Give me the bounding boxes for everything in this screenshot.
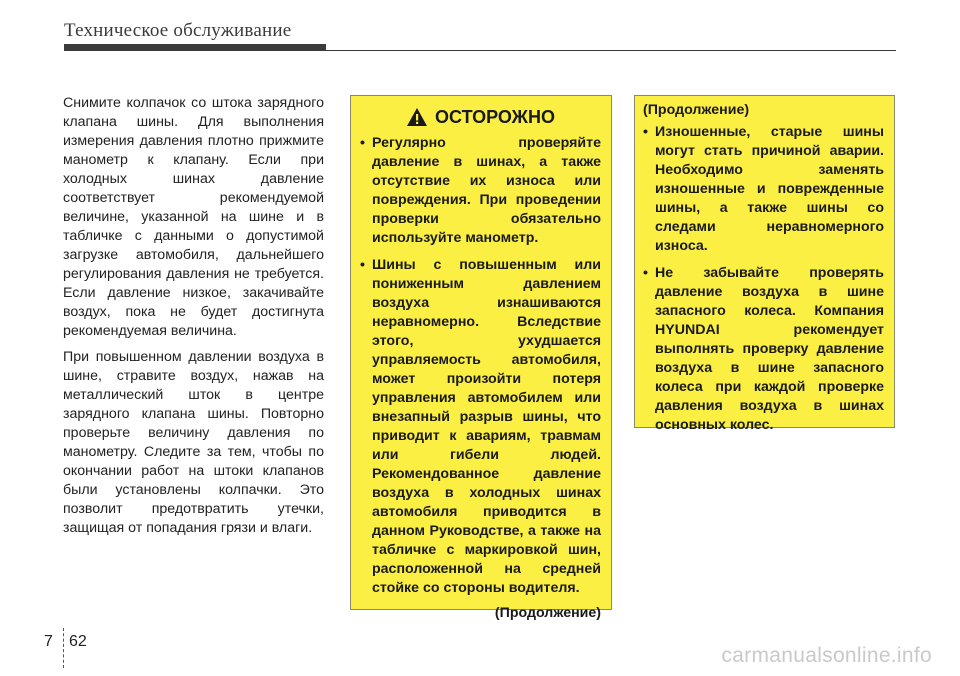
body-text-column [63,94,324,545]
header-rule [64,50,896,51]
continuation-title: (Продолжение) [643,102,750,118]
continuation-box [634,95,895,433]
bullet-icon: • [643,124,648,140]
warning-item-text: Шины с повышенным или пониженным давлением воздуха изнашиваются неравномерно. Вследствие этого, ухудшается управляемость автомобиля, может произойти потеря управления автомобилем или внезапный разрыв шины, что приводит к авариям, травмам или гибели людей. Рекомендованное давление воздуха в холодных шинах автомобиля приводится в данном Руководстве, а также на табличке с маркировкой шин, расположенной на средней стойке со стороны водителя. [372,257,601,596]
warning-heading [360,106,601,128]
page-number-divider [63,628,65,668]
body-paragraph: Снимите колпачок со штока зарядного клапана шины. Для выполнения измерения давления плотно прижмите манометр к клапану. Если при холодных шинах давление соответствует рекомендуемой величине, указанной на шине и в табличке с данными о допустимой загрузке автомобиля, дальнейшего регулирования давления не требуется. Если давление низкое, закачивайте воздух, пока не будет достигнута рекомендуемая величина. [63,95,324,339]
watermark: carmanualsonline.info [721,644,932,667]
warning-item [360,134,601,248]
warning-title: ОСТОРОЖНО [435,107,555,127]
continuation-item-text: Изношенные, старые шины могут стать причиной аварии. Необходимо заменять изношенные и поврежденные шины, а также шины со следами неравномерного износа. [655,124,884,254]
warning-item-text: Регулярно проверяйте давление в шинах, а также отсутствие их износа или повреждения. При проведении проверки обязательно используйте манометр. [372,135,601,246]
page-header-title: Техническое обслуживание [64,20,292,41]
section-number: 7 [44,633,53,650]
page-number: 62 [69,633,87,650]
bullet-icon: • [360,135,365,151]
continuation-list [643,123,884,435]
continuation-item [643,123,884,256]
bullet-icon: • [360,257,365,273]
continuation-item [643,264,884,435]
warning-list [360,134,601,598]
warning-continued-label: (Продолжение) [494,605,601,621]
bullet-icon: • [643,265,648,281]
body-paragraph: При повышенном давлении воздуха в шине, стравите воздух, нажав на металлический шток в центре зарядного клапана шины. Повторно проверьте величину давления по манометру. Следите за тем, чтобы по окончании работ на штоки клапанов были установлены колпачки. Это позволит предотвратить утечки, защищая от попадания грязи и влаги. [63,349,324,536]
warning-triangle-icon [406,107,428,127]
continuation-item-text: Не забывайте проверять давление воздуха в шине запасного колеса. Компания HYUNDAI рекомендует выполнять проверку давление воздуха в шине запасного колеса при каждой проверке давления воздуха в шинах основных колес. [655,265,884,433]
warning-item [360,256,601,598]
warning-box [350,95,612,621]
